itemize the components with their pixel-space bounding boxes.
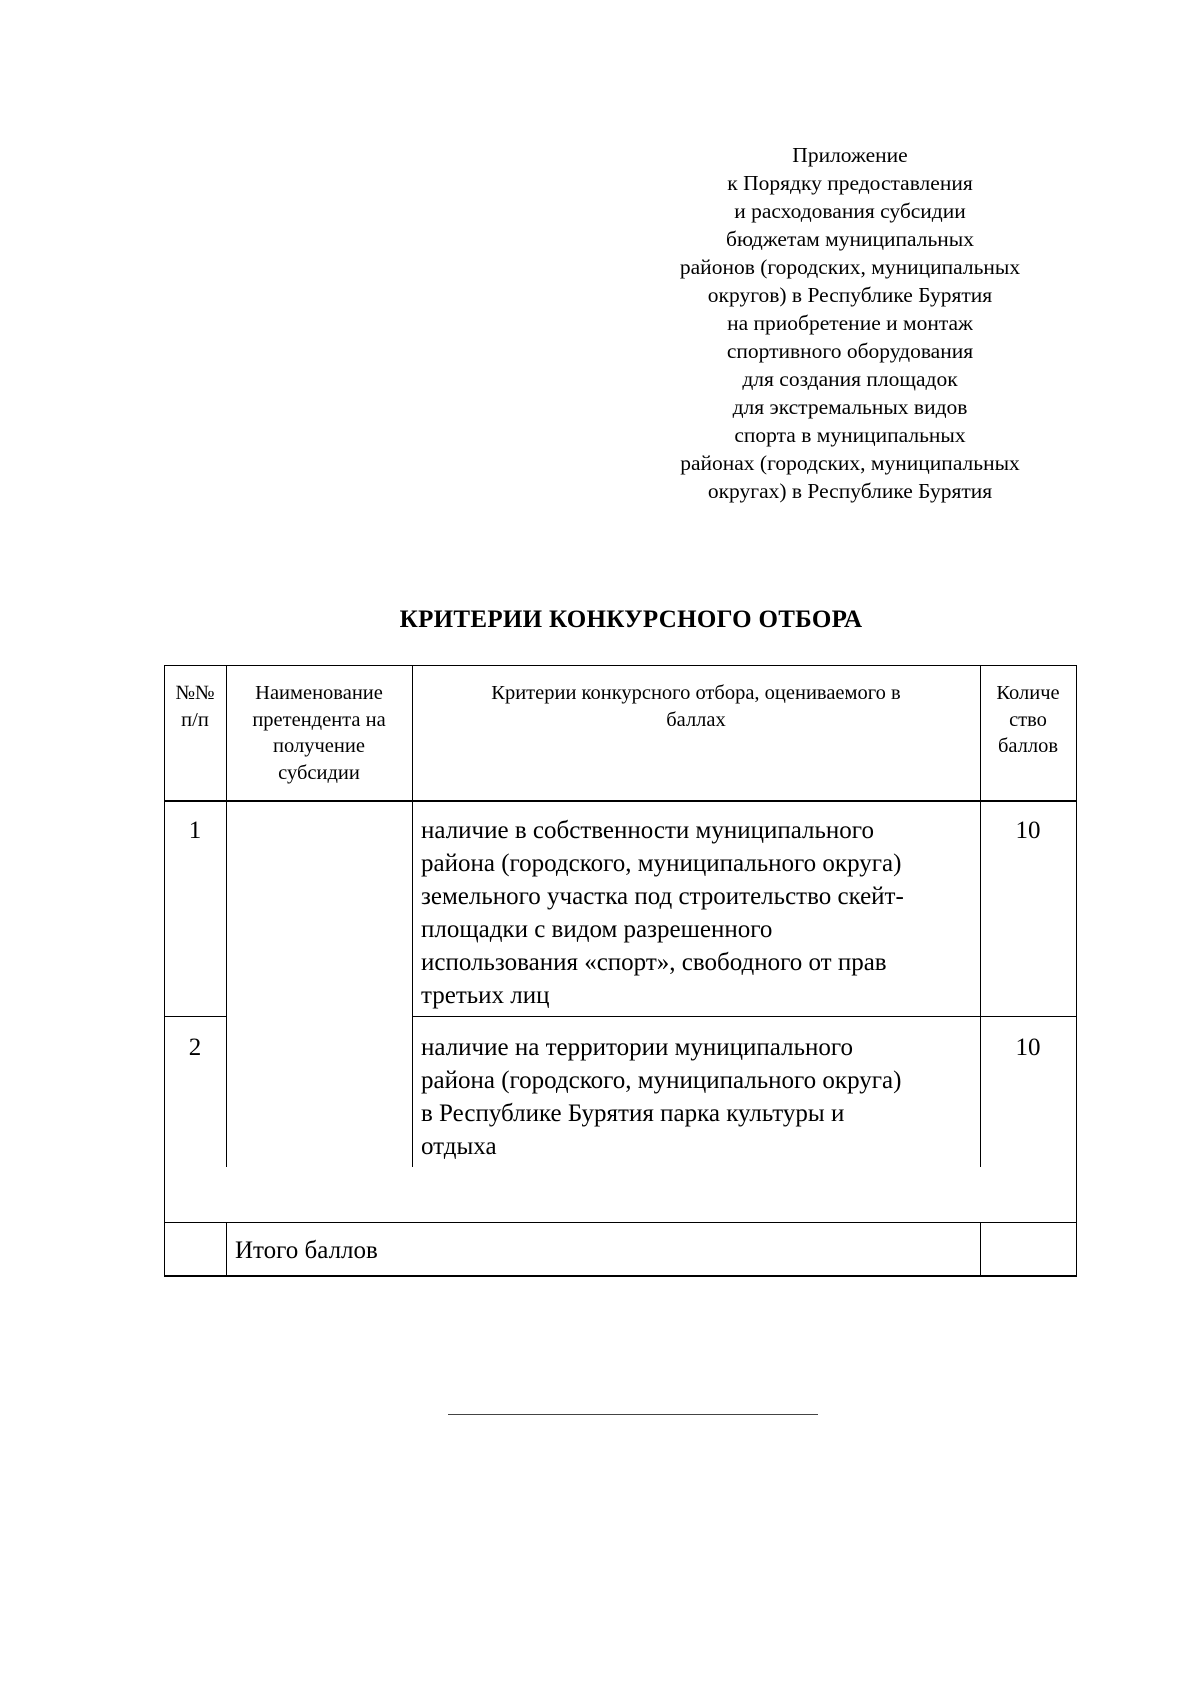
criterion-line: в Республике Бурятия парка культуры и [421,1100,845,1127]
appendix-line: округах) в Республике Бурятия [707,479,993,503]
header-points-line: ство [1009,708,1047,731]
criterion-line: наличие в собственности муниципального [421,817,874,844]
row-number: 2 [188,1034,202,1061]
appendix-line: для создания площадок [742,367,958,391]
appendix-line: Приложение [792,143,908,167]
header-applicant-line: претендента на [252,708,386,731]
criterion-text [421,814,976,1012]
table-border-bottom [164,1275,1077,1277]
footer-divider [448,1414,818,1415]
header-points-line: Количе [996,682,1060,704]
table-header-divider [164,800,1077,802]
row-divider [412,1016,1077,1017]
criterion-line: земельного участка под строительство скейт- [421,883,904,910]
column-divider [980,1222,981,1276]
criterion-line: использования «спорт», свободного от прав [421,949,887,976]
column-divider [412,665,413,1167]
header-number-line: п/п [181,708,209,731]
appendix-line: на приобретение и монтаж [727,311,973,335]
appendix-line: и расходования субсидии [734,199,966,223]
appendix-line: районах (городских, муниципальных [680,451,1020,475]
criterion-line: площадки с видом разрешенного [421,916,773,943]
document-title: КРИТЕРИИ КОНКУРСНОГО ОТБОРА [399,606,863,633]
total-divider [164,1222,1077,1223]
column-divider [226,1222,227,1276]
appendix-line: к Порядку предоставления [727,171,973,195]
criterion-line: наличие на территории муниципального [421,1034,853,1061]
header-criteria-line: баллах [666,708,726,731]
row-points: 10 [1015,1034,1041,1061]
row-divider [164,1016,226,1017]
table-border-top [164,665,1077,666]
criterion-line: района (городского, муниципального округа) [421,850,902,877]
row-points: 10 [1015,817,1041,844]
table-border-left [164,665,165,1276]
header-applicant-line: субсидии [278,761,360,784]
row-number: 1 [188,817,202,844]
header-number-line: №№ [175,682,215,704]
header-applicant-line: Наименование [255,682,383,704]
appendix-line: бюджетам муниципальных [726,227,974,251]
header-criteria-line: Критерии конкурсного отбора, оцениваемого в [491,682,901,704]
header-applicant [226,680,412,786]
criterion-line: отдыха [421,1133,497,1160]
table-border-right [1076,665,1077,1276]
header-points-line: баллов [997,735,1059,757]
header-applicant-line: получение [273,735,365,757]
appendix-line: спортивного оборудования [726,339,974,363]
appendix-line: спорта в муниципальных [734,423,966,447]
header-number [164,680,226,733]
criterion-text [421,1031,976,1163]
criterion-line: района (городского, муниципального округа) [421,1067,902,1094]
header-criteria [412,680,980,733]
appendix-line: районов (городских, муниципальных [679,255,1021,279]
appendix-line: для экстремальных видов [732,395,968,419]
criterion-line: третьих лиц [421,982,550,1009]
total-label: Итого баллов [235,1237,378,1264]
appendix-line: округов) в Республике Бурятия [707,283,993,307]
header-points [980,680,1076,760]
